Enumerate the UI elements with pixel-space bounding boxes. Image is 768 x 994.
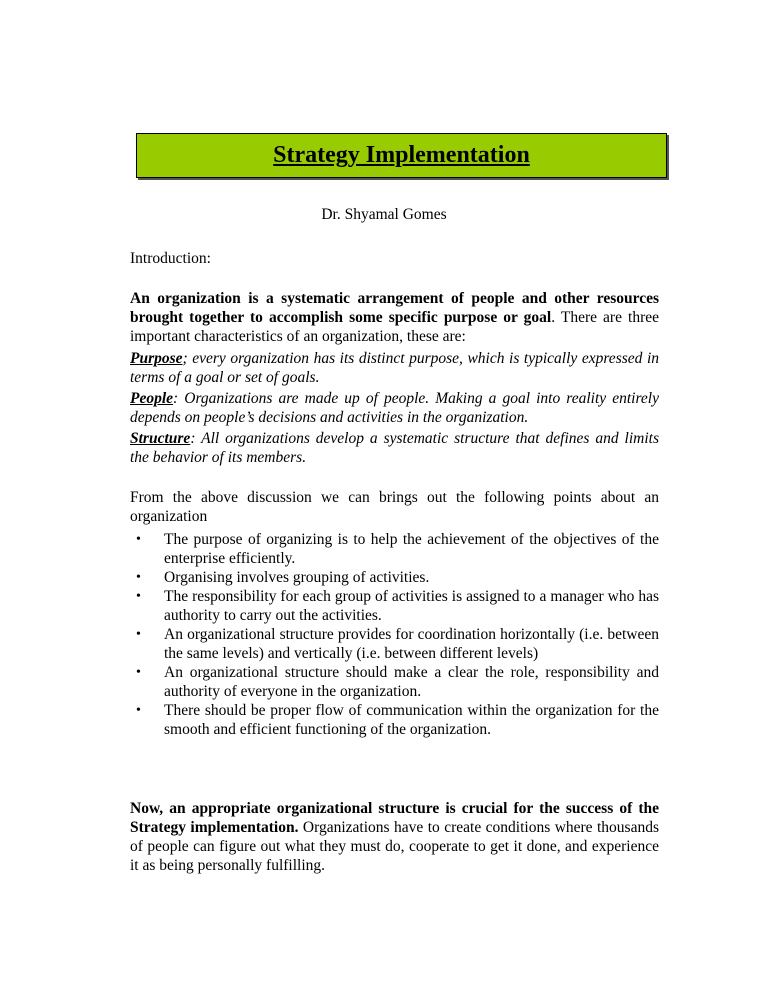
author-line: Dr. Shyamal Gomes <box>321 206 447 223</box>
characteristic-term: People <box>130 390 174 407</box>
bullet-icon: • <box>136 570 141 585</box>
introduction-label: Introduction: <box>130 250 211 267</box>
list-item <box>130 587 659 625</box>
list-item <box>130 701 659 739</box>
document-title: Strategy Implementation <box>273 142 530 168</box>
bullet-icon: • <box>136 589 141 604</box>
conclusion-paragraph <box>130 799 659 875</box>
characteristic-people <box>130 389 659 427</box>
characteristic-text: : All organizations develop a systematic structure that defines and limits the behavior of its members. <box>130 430 659 466</box>
characteristic-text: : Organizations are made up of people. Making a goal into reality entirely depends on people’s decisions and activities in the organization. <box>130 390 659 426</box>
list-item-text: The responsibility for each group of activities is assigned to a manager who has authority to carry out the activities. <box>164 588 659 624</box>
list-item-text: An organizational structure should make a clear the role, responsibility and authority of everyone in the organization. <box>164 664 659 700</box>
bullet-icon: • <box>136 532 141 547</box>
title-box <box>136 133 667 178</box>
characteristic-purpose <box>130 349 659 387</box>
conclusion-bold: Now, an appropriate organizational structure is crucial for the success of the Strategy implementation. <box>130 800 659 836</box>
bullet-list <box>130 530 659 739</box>
definition-rest: . There are three important characteristics of an organization, these are: <box>130 309 659 345</box>
discussion-paragraph: From the above discussion we can brings out the following points about an organization <box>130 489 659 525</box>
definition-bold: An organization is a systematic arrangement of people and other resources brought together to accomplish some specific purpose or goal <box>130 290 659 326</box>
list-item-text: There should be proper flow of communication within the organization for the smooth and efficient functioning of the organization. <box>164 702 659 738</box>
characteristic-term: Structure <box>130 430 191 447</box>
list-item <box>130 530 659 568</box>
characteristic-structure <box>130 429 659 467</box>
bullet-icon: • <box>136 627 141 642</box>
list-item-text: An organizational structure provides for coordination horizontally (i.e. between the same levels) and vertically (i.e. between different levels) <box>164 626 659 662</box>
characteristic-term: Purpose <box>130 350 183 367</box>
list-item <box>130 568 659 587</box>
list-item-text: Organising involves grouping of activities. <box>164 569 430 586</box>
bullet-icon: • <box>136 703 141 718</box>
conclusion-rest: Organizations have to create conditions where thousands of people can figure out what they must do, cooperate to get it done, and experience it as being personally fulfilling. <box>130 819 659 874</box>
characteristic-text: ; every organization has its distinct purpose, which is typically expressed in terms of a goal or set of goals. <box>130 350 659 386</box>
list-item <box>130 625 659 663</box>
bullet-icon: • <box>136 665 141 680</box>
list-item <box>130 663 659 701</box>
list-item-text: The purpose of organizing is to help the achievement of the objectives of the enterprise efficiently. <box>164 531 659 567</box>
definition-paragraph <box>130 289 659 346</box>
